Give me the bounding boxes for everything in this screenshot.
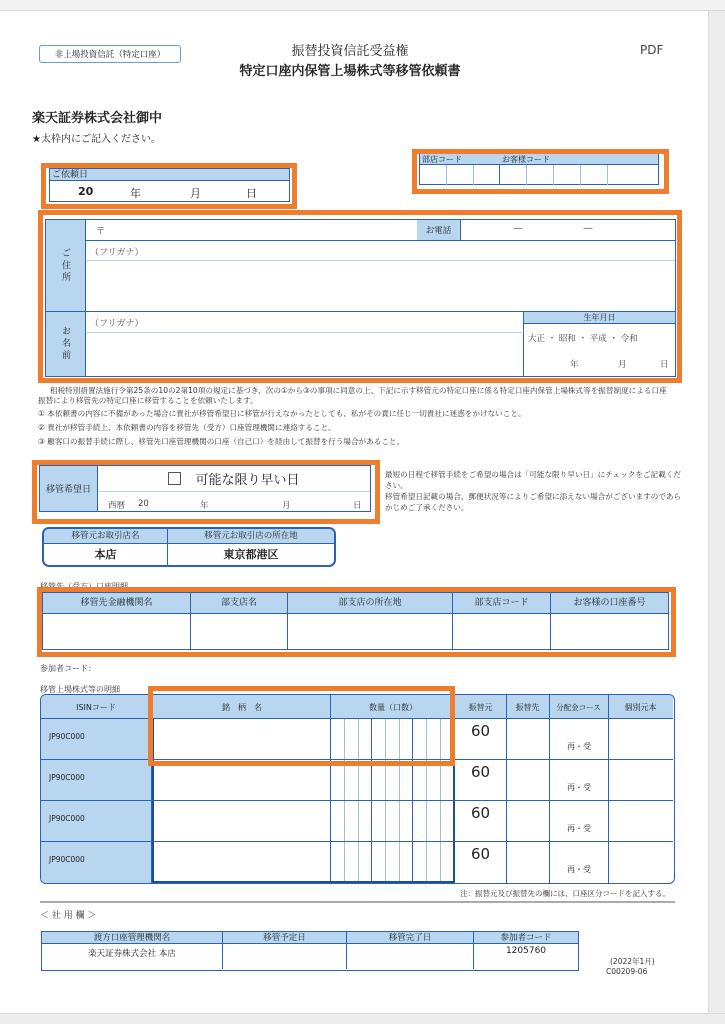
to-code-field[interactable] bbox=[507, 842, 549, 881]
office-use-label: ＜ 社 用 欄 ＞ bbox=[40, 911, 97, 921]
consent-item-3: ③ 顧客口の振替手続に際し、移管先口座管理機関の口座（自己口）を経由して振替を行う場合があること。 bbox=[38, 437, 405, 446]
viewer-top-bar bbox=[0, 0, 725, 11]
stock-name-field[interactable] bbox=[154, 760, 330, 800]
destination-branch-address-field[interactable] bbox=[288, 614, 453, 649]
viewer-bottom-bar bbox=[0, 1013, 725, 1024]
isin-value: JP90C000 bbox=[49, 855, 85, 864]
branch-code-digit[interactable] bbox=[420, 165, 447, 185]
destination-branch-field[interactable] bbox=[191, 614, 288, 649]
postal-mark: 〒 bbox=[96, 227, 106, 237]
customer-code-label: お客様コード bbox=[502, 155, 550, 164]
birth-day-label: 日 bbox=[660, 360, 669, 370]
title-line1: 振替投資信託受益権 bbox=[291, 44, 409, 59]
office-use-table bbox=[41, 931, 579, 971]
source-branch-name: 本店 bbox=[44, 544, 168, 565]
stock-name-field[interactable] bbox=[154, 842, 330, 881]
name-label: お名前 bbox=[60, 326, 70, 362]
request-date-label: ご依頼日 bbox=[50, 169, 289, 181]
request-date-box bbox=[49, 168, 290, 202]
to-code-field[interactable] bbox=[507, 801, 549, 841]
transfer-note-2: 移管希望日記載の場合、郵便状況等によりご希望に添えない場合がございますのであらかじめご了承ください。 bbox=[385, 492, 682, 512]
from-code: 60 bbox=[471, 763, 491, 781]
destination-header-branch-code: 部支店コード bbox=[453, 593, 551, 613]
header-cost: 個別元本 bbox=[624, 703, 657, 712]
instruction: ★太枠内にご記入ください。 bbox=[32, 134, 161, 145]
codes-box bbox=[419, 153, 659, 185]
name-field[interactable] bbox=[86, 333, 524, 376]
from-code: 60 bbox=[471, 804, 491, 822]
transfer-day-label: 日 bbox=[353, 501, 362, 511]
destination-account-number-field[interactable] bbox=[551, 614, 668, 649]
header-course: 分配金コース bbox=[556, 703, 601, 712]
phone-dash-2: — bbox=[583, 223, 593, 234]
office-header-participant-code: 参加者コード bbox=[500, 933, 552, 943]
birth-label-cell bbox=[524, 312, 675, 324]
isin-value: JP90C000 bbox=[49, 732, 85, 741]
footer-code: C00209-06 bbox=[606, 967, 648, 976]
customer-code-digit[interactable] bbox=[608, 165, 634, 185]
consent-item-2: ② 貴社が移管手続上、本依頼書の内容を移管先（受方）口座管理機関に連絡すること。 bbox=[38, 423, 336, 432]
transfer-date-label-cell bbox=[40, 466, 98, 511]
transfer-year-prefix: 20 bbox=[138, 499, 149, 509]
divider bbox=[40, 901, 675, 903]
consent-item-1: ① 本依頼書の内容に不備があった場合に貴社が移管希望日に移管が行えなかったとしても、私がその責に任じ一切貴社に迷惑をかけないこと。 bbox=[38, 409, 526, 418]
asap-option[interactable] bbox=[98, 466, 370, 492]
holdings-section-label: 移管上場株式等の明細 bbox=[40, 685, 120, 694]
to-code-field[interactable] bbox=[507, 760, 549, 800]
branch-code-digit[interactable] bbox=[447, 165, 474, 185]
source-branch-address: 東京都港区 bbox=[223, 548, 279, 561]
address-label: ご住所 bbox=[60, 247, 70, 284]
office-header-planned-date: 移管予定日 bbox=[223, 932, 347, 943]
birth-year-label: 年 bbox=[570, 360, 579, 370]
source-branch-box bbox=[42, 527, 336, 567]
customer-code-digit[interactable] bbox=[581, 165, 608, 185]
asap-checkbox[interactable] bbox=[168, 472, 181, 485]
header-from: 振替元 bbox=[468, 703, 493, 712]
office-header-institution: 渡方口座管理機関名 bbox=[42, 932, 223, 943]
addressee: 楽天証券株式会社御中 bbox=[32, 111, 163, 126]
transfer-month-label: 月 bbox=[282, 501, 291, 511]
address-furigana-label: （フリガナ） bbox=[90, 248, 144, 258]
stock-name-field[interactable] bbox=[154, 801, 330, 841]
cost-field[interactable] bbox=[609, 842, 673, 881]
quantity-field[interactable] bbox=[331, 842, 453, 881]
isin-value: JP90C000 bbox=[49, 773, 85, 782]
transfer-note-1: 最短の日程で移管手続をご希望の場合は「可能な限り早い日」にチェックをご記載ください。 bbox=[385, 470, 681, 490]
category-box bbox=[39, 45, 181, 63]
transfer-date-field[interactable] bbox=[98, 492, 370, 511]
name-furigana-field[interactable] bbox=[86, 312, 524, 333]
header-isin: ISINコード bbox=[76, 703, 116, 712]
document-page bbox=[0, 11, 708, 1013]
header-to: 振替先 bbox=[515, 703, 540, 712]
request-day-label: 日 bbox=[246, 187, 257, 200]
transfer-date-box bbox=[39, 465, 371, 512]
branch-code-label: 部店コード bbox=[422, 155, 462, 164]
address-label-cell bbox=[46, 220, 86, 312]
from-code: 60 bbox=[471, 845, 491, 863]
course-options[interactable]: 再・受 bbox=[567, 742, 591, 751]
to-code-field[interactable] bbox=[507, 719, 549, 759]
transfer-year-label: 年 bbox=[200, 501, 209, 511]
source-branch-address-header: 移管元お取引店の所在地 bbox=[168, 529, 334, 544]
course-options[interactable]: 再・受 bbox=[567, 824, 591, 833]
transfer-date-label: 移管希望日 bbox=[45, 485, 91, 495]
scrollbar[interactable] bbox=[708, 11, 725, 1013]
participant-code-label: 参加者コード： bbox=[40, 664, 96, 673]
postal-field[interactable] bbox=[86, 220, 417, 241]
stock-name-field[interactable] bbox=[154, 719, 330, 759]
destination-branch-code-field[interactable] bbox=[453, 614, 551, 649]
course-options[interactable]: 再・受 bbox=[567, 865, 591, 874]
destination-header-account-number: お客様の口座番号 bbox=[573, 598, 646, 608]
destination-section-label: 移管先（受方）口座明細 bbox=[40, 582, 128, 591]
quantity-field[interactable] bbox=[331, 760, 453, 800]
cost-field[interactable] bbox=[609, 801, 673, 841]
request-year-prefix: 20 bbox=[78, 185, 94, 198]
office-planned-date-value bbox=[223, 944, 347, 969]
header-quantity: 数量（口数） bbox=[369, 703, 417, 712]
document-title: 特定口座内保管上場株式等移管依頼書 bbox=[239, 64, 461, 79]
phone-dash-1: — bbox=[513, 223, 523, 234]
cost-field[interactable] bbox=[609, 760, 673, 800]
address-name-block bbox=[45, 219, 676, 377]
category-text: 非上場投資信託（特定口座） bbox=[54, 50, 166, 60]
phone-label-cell bbox=[417, 220, 460, 241]
quantity-field[interactable] bbox=[331, 719, 453, 759]
course-options[interactable]: 再・受 bbox=[567, 783, 591, 792]
table-row bbox=[41, 760, 673, 801]
customer-code-digit[interactable] bbox=[554, 165, 581, 185]
destination-table bbox=[42, 592, 669, 650]
phone-label: お電話 bbox=[425, 226, 452, 236]
source-branch-name-header: 移管元お取引店名 bbox=[44, 529, 168, 544]
name-furigana-label: （フリガナ） bbox=[90, 319, 144, 329]
consent-paragraph: 租税特別措置法施行令第25条の10の2第10項の規定に基づき、次の①から③の事項に同意の上、下記に示す移管元の特定口座に係る特定口座内保管上場株式等を振替制度による口座振替により移管先の特定口座に移管することを依頼いたします。 bbox=[38, 386, 667, 405]
customer-code-digit[interactable] bbox=[527, 165, 554, 185]
request-month-label: 月 bbox=[190, 187, 201, 200]
destination-header-institution: 移管先金融機関名 bbox=[43, 593, 191, 613]
era-options: 大正 ・ 昭和 ・ 平成 ・ 令和 bbox=[528, 334, 638, 344]
holdings-note: 注：振替元及び振替先の欄には、口座区分コードを記入する。 bbox=[460, 889, 670, 898]
destination-header-branch: 部支店名 bbox=[191, 593, 288, 613]
transfer-era: 西暦 bbox=[108, 501, 126, 511]
office-participant-code-value: 1205760 bbox=[505, 946, 547, 956]
footer-date: (2022年1月) bbox=[610, 957, 655, 966]
birth-month-label: 月 bbox=[618, 360, 627, 370]
branch-code-digit[interactable] bbox=[474, 165, 500, 185]
birth-date-field[interactable] bbox=[524, 324, 675, 376]
pdf-label: PDF bbox=[640, 43, 664, 57]
office-institution-value: 楽天証券株式会社 本店 bbox=[42, 944, 223, 969]
header-name: 銘 柄 名 bbox=[222, 703, 262, 712]
cost-field[interactable] bbox=[609, 719, 673, 759]
from-code: 60 bbox=[471, 722, 491, 740]
phone-field[interactable] bbox=[460, 220, 675, 241]
customer-code-digit[interactable] bbox=[500, 165, 527, 185]
table-row bbox=[41, 842, 673, 883]
destination-institution-field[interactable] bbox=[43, 614, 191, 649]
office-header-completed-date: 移管完了日 bbox=[347, 932, 474, 943]
table-row bbox=[41, 719, 673, 760]
office-completed-date-value bbox=[347, 944, 474, 969]
asap-label: 可能な限り早い日 bbox=[195, 473, 300, 488]
isin-value: JP90C000 bbox=[49, 814, 85, 823]
address-furigana-field[interactable] bbox=[86, 241, 675, 261]
holdings-table bbox=[40, 694, 675, 884]
address-field[interactable] bbox=[86, 261, 675, 312]
quantity-field[interactable] bbox=[331, 801, 453, 841]
birth-label: 生年月日 bbox=[583, 313, 616, 322]
name-label-cell bbox=[46, 312, 86, 376]
request-year-label: 年 bbox=[130, 187, 141, 200]
destination-header-branch-address: 部支店の所在地 bbox=[288, 593, 453, 613]
table-row bbox=[41, 801, 673, 842]
